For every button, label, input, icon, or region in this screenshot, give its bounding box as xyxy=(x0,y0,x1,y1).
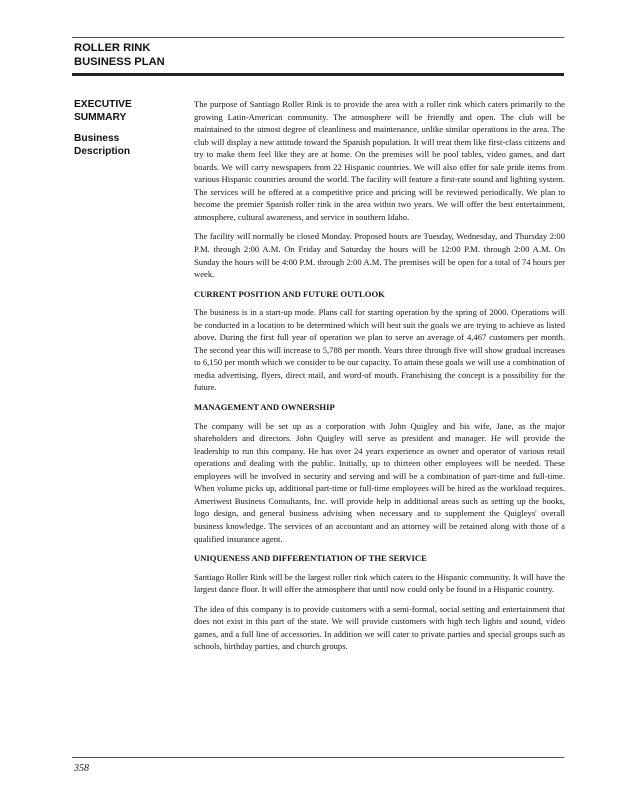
subsection-heading-line-2: Description xyxy=(74,146,131,157)
paragraph-current-position: The business is in a start-up mode. Plans call for starting operation by the spring of 2000. Operations will be conducted in a location to be determined which will best suit the goals we are trying to achieve as listed above. During the first full year of operation we plan to serve an average of 4,467 customers per month. The second year this will increase to 5,788 per month. Years three through five will show gradual increases to 6,150 per month which we consider to be our capacity. To attain these goals we will use a combination of media advertising, flyers, direct mail, and word-of mouth. Franchising the concept is a possibility for the future. xyxy=(194,307,565,393)
paragraph-uniqueness: Santiago Roller Rink will be the largest roller rink which caters to the Hispanic community. It will have the largest dance floor. It will offer the atmosphere that until now could only be found in a Hispanic country. xyxy=(194,571,565,595)
section-heading-line-2: SUMMARY xyxy=(74,112,127,123)
section-heading xyxy=(74,98,184,124)
title-rule xyxy=(72,73,564,76)
bottom-rule xyxy=(72,757,564,758)
paragraph-management: The company will be set up as a corporation with John Quigley and his wife, Jane, as the major shareholders and directors. John Quigley will serve as president and manager. He will provide the leadership to run this company. He has over 24 years experience as owner and operator of various retail operations and dealing with the public. Initially, up to thirteen other employees will be needed. These employees will be involved in security and serving and will be a combination of part-time and full-time. When volume picks up, additional part-time or full-time employees will be hired as the workload requires. Ameriwest Business Consultants, Inc. will provide help in additional areas such as setting up the books, logo design, and general business advising when necessary and to supplement the Quigleys' overall business knowledge. The services of an accountant and an attorney will be retained along with those of a qualified insurance agent. xyxy=(194,420,565,544)
heading-current-position: CURRENT POSITION AND FUTURE OUTLOOK xyxy=(194,288,385,299)
top-rule xyxy=(72,37,564,38)
sidebar xyxy=(74,98,184,158)
body-text xyxy=(194,98,565,660)
heading-management: MANAGEMENT AND OWNERSHIP xyxy=(194,402,335,413)
section-heading-line-1: EXECUTIVE xyxy=(74,99,132,110)
subsection-heading-line-1: Business xyxy=(74,133,120,144)
paragraph-purpose: The purpose of Santiago Roller Rink is to provide the area with a roller rink which caters primarily to the growing Latin-American community. The atmosphere will be friendly and open. The club will be maintained to the utmost degree of cleanliness and maintenance, unlike similar operations in the area. The club will display a new attitude toward the Spanish population. It will treat them like first-class citizens and try to make them feel like they are at home. On the premises will be pool tables, video games, and dart boards. We will carry newspapers from 22 Hispanic countries. We will also offer for sale pride items from various Hispanic countries around the world. The facility will feature a first-rate sound and lighting system. The services will be offered at a competitive price and pricing will be reviewed periodically. We plan to become the premier Spanish roller rink in the area within two years. We will offer the best entertainment, atmosphere, cultural awareness, and service in southern Idaho. xyxy=(194,99,565,222)
title-line-2: BUSINESS PLAN xyxy=(74,56,165,68)
subsection-heading xyxy=(74,132,184,158)
paragraph-hours: The facility will normally be closed Monday. Proposed hours are Tuesday, Wednesday, and Thursday 2:00 P.M. through 2:00 A.M. On Friday and Saturday the hours will be 12:00 P.M. through 2:00 A.M. On Sunday the hours will be 4:00 P.M. through 2:00 A.M. The premises will be open for a total of 74 hours per week. xyxy=(194,231,565,280)
document-title xyxy=(74,41,165,69)
title-line-1: ROLLER RINK xyxy=(74,42,151,54)
page-number: 358 xyxy=(74,763,89,774)
heading-uniqueness: UNIQUENESS AND DIFFERENTIATION OF THE SERVICE xyxy=(194,553,427,564)
paragraph-idea: The idea of this company is to provide customers with a semi-formal, social setting and entertainment that does not exist in this part of the state. We will provide customers with high tech lights and sound, video games, and a full line of accessories. In addition we will cater to private parties and special groups such as schools, birthday parties, and church groups. xyxy=(194,603,565,652)
